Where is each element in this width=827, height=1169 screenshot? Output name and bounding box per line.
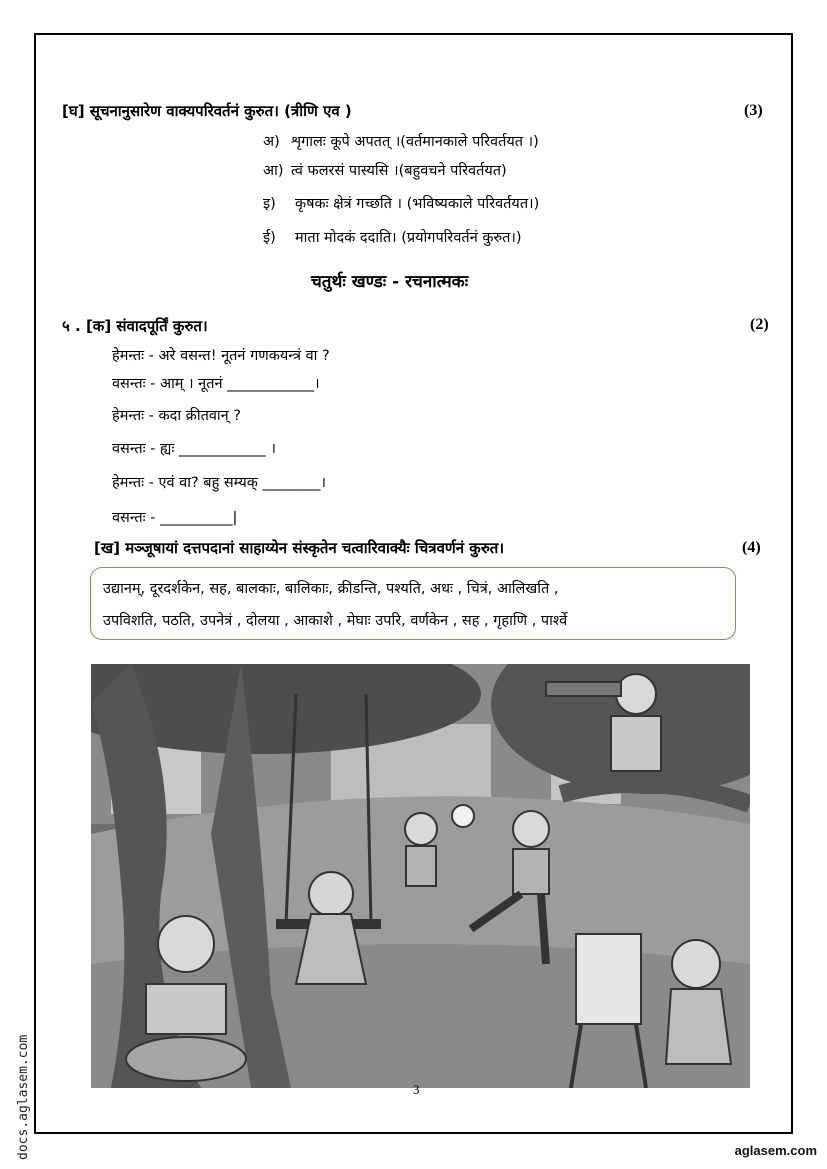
dialogue-line: हेमन्तः - कदा क्रीतवान् ? [112,408,242,424]
word-box [90,567,736,640]
word-box-line: उद्यानम्, दूरदर्शकेन, सह, बालकाः, बालिकाः, क्रीडन्ति, पश्यति, अधः , चित्रं, आलिखति , [103,581,559,597]
section-gha-title: [घ] सूचनानुसारेण वाक्यपरिवर्तनं कुरुत। (त्रीणि एव ) [62,102,352,120]
park-scene-illustration [91,664,750,1088]
q5-ka-marks: (2) [750,316,769,333]
brand-label: aglasem.com [734,1143,817,1158]
gha-item-text: कृषकः क्षेत्रं गच्छति । (भविष्यकाले परिवर्तयत।) [295,196,540,212]
gha-item-text: शृगालः कूपे अपतत् ।(वर्तमानकाले परिवर्तयत ।) [291,134,539,150]
side-watermark-url: docs.aglasem.com [16,1034,31,1160]
dialogue-line: हेमन्तः - एवं वा? बहु सम्यक् ________। [112,475,327,491]
dialogue-line: वसन्तः - __________| [112,510,238,526]
gha-item-label: ई) [263,230,276,246]
gha-item-text: माता मोदकं ददाति। (प्रयोगपरिवर्तनं कुरुत।) [295,230,522,246]
gha-item-label: आ) [263,163,284,179]
gha-item-label: अ) [263,134,280,150]
word-box-line: उपविशति, पठति, उपनेत्रं , दोलया , आकाशे , मेघाः उपरि, वर्णकेन , सह , गृहाणि , पार्श्वे [103,613,568,629]
gha-item-label: इ) [263,196,276,212]
gha-item-text: त्वं फलरसं पास्यसि ।(बहुवचने परिवर्तयत) [291,163,507,179]
q5-kha-title: [ख] मञ्जूषायां दत्तपदानां साहाय्येन संस्कृतेन चत्वारिवाक्यैः चित्रवर्णनं कुरुत। [94,539,505,557]
dialogue-line: वसन्तः - ह्यः ____________ । [112,441,277,457]
khanda-heading: चतुर्थः खण्डः - रचनात्मकः [311,272,469,292]
section-gha-marks: (3) [744,102,763,119]
q5-ka-title: ५ . [क] संवादपूर्तिं कुरुत। [62,317,208,335]
page-number: 3 [413,1082,420,1097]
dialogue-line: हेमन्तः - अरे वसन्त! नूतनं गणकयन्त्रं वा ? [112,348,330,364]
dialogue-line: वसन्तः - आम् । नूतनं ____________। [112,376,320,392]
q5-kha-marks: (4) [742,539,761,556]
